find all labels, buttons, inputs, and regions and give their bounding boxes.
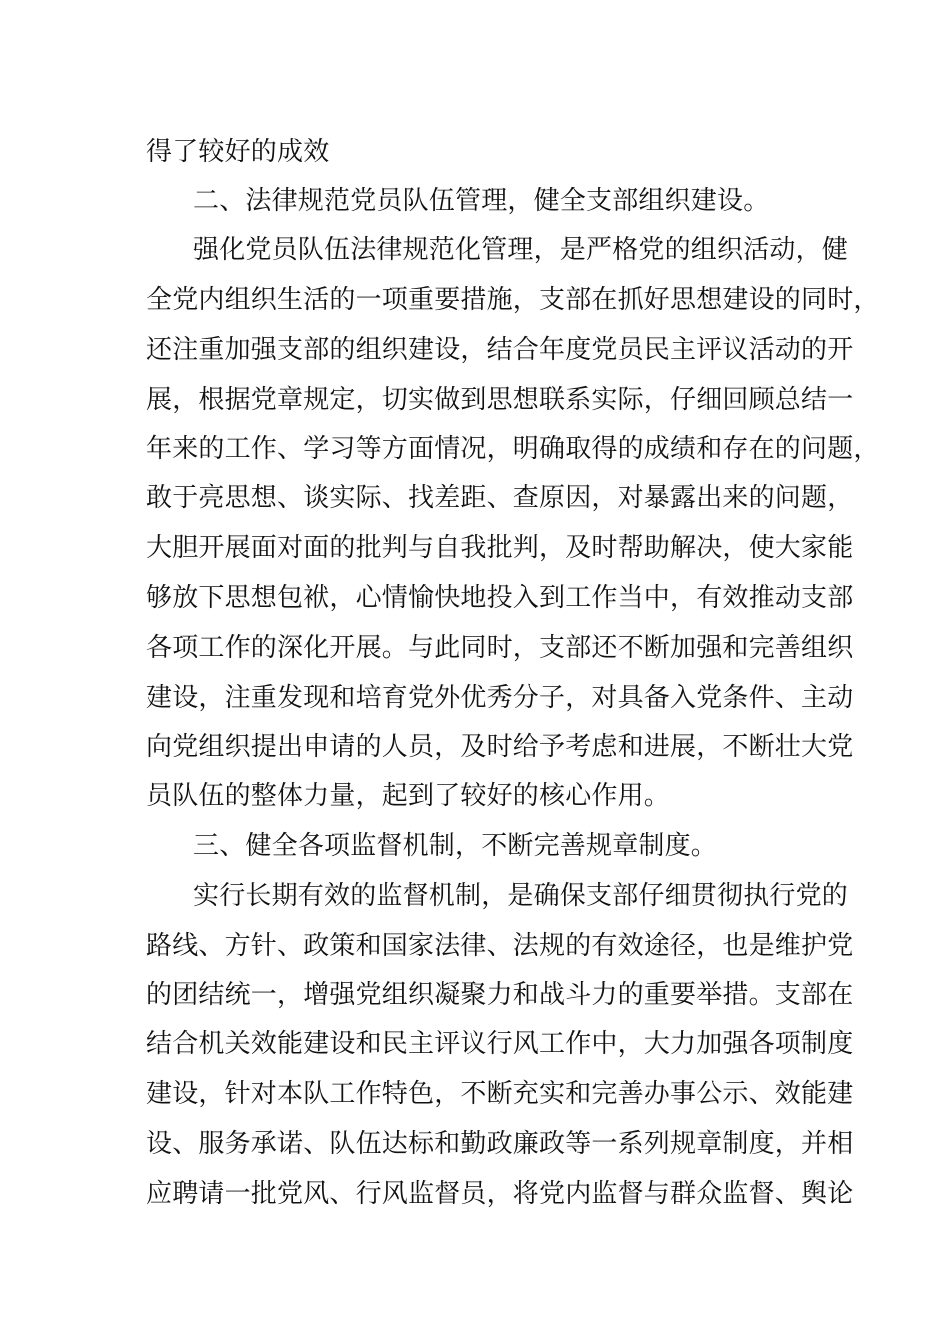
text-line: 建设，注重发现和培育党外优秀分子，对具备入党条件、主动: [146, 683, 854, 713]
text-line: 年来的工作、学习等方面情况，明确取得的成绩和存在的问题，: [146, 434, 880, 464]
text-line: 向党组织提出申请的人员，及时给予考虑和进展，不断壮大党: [146, 732, 854, 762]
section-heading: 三、健全各项监督机制，不断完善规章制度。: [193, 831, 718, 861]
text-line: 得了较好的成效: [146, 137, 330, 167]
section-heading: 二、法律规范党员队伍管理，健全支部组织建设。: [193, 186, 770, 216]
text-line: 各项工作的深化开展。与此同时，支部还不断加强和完善组织: [146, 633, 854, 663]
text-line: 结合机关效能建设和民主评议行风工作中，大力加强各项制度: [146, 1029, 854, 1059]
text-line: 敢于亮思想、谈实际、找差距、查原因，对暴露出来的问题，: [146, 483, 854, 513]
text-line: 建设，针对本队工作特色，不断充实和完善办事公示、效能建: [146, 1079, 854, 1109]
text-line: 够放下思想包袱，心情愉快地投入到工作当中，有效推动支部: [146, 583, 854, 613]
text-line: 全党内组织生活的一项重要措施，支部在抓好思想建设的同时，: [146, 285, 880, 315]
text-line: 路线、方针、政策和国家法律、法规的有效途径，也是维护党: [146, 931, 854, 961]
text-line: 大胆开展面对面的批判与自我批判，及时帮助解决，使大家能: [146, 533, 854, 563]
text-line: 展，根据党章规定，切实做到思想联系实际，仔细回顾总结一: [146, 385, 854, 415]
text-line: 应聘请一批党风、行风监督员，将党内监督与群众监督、舆论: [146, 1179, 854, 1209]
text-line: 设、服务承诺、队伍达标和勤政廉政等一系列规章制度，并相: [146, 1129, 854, 1159]
text-line: 的团结统一，增强党组织凝聚力和战斗力的重要举措。支部在: [146, 980, 854, 1010]
text-line: 员队伍的整体力量，起到了较好的核心作用。: [146, 781, 671, 811]
text-line: 强化党员队伍法律规范化管理，是严格党的组织活动，健: [193, 235, 849, 265]
text-line: 实行长期有效的监督机制，是确保支部仔细贯彻执行党的: [193, 881, 849, 911]
text-line: 还注重加强支部的组织建设，结合年度党员民主评议活动的开: [146, 335, 854, 365]
